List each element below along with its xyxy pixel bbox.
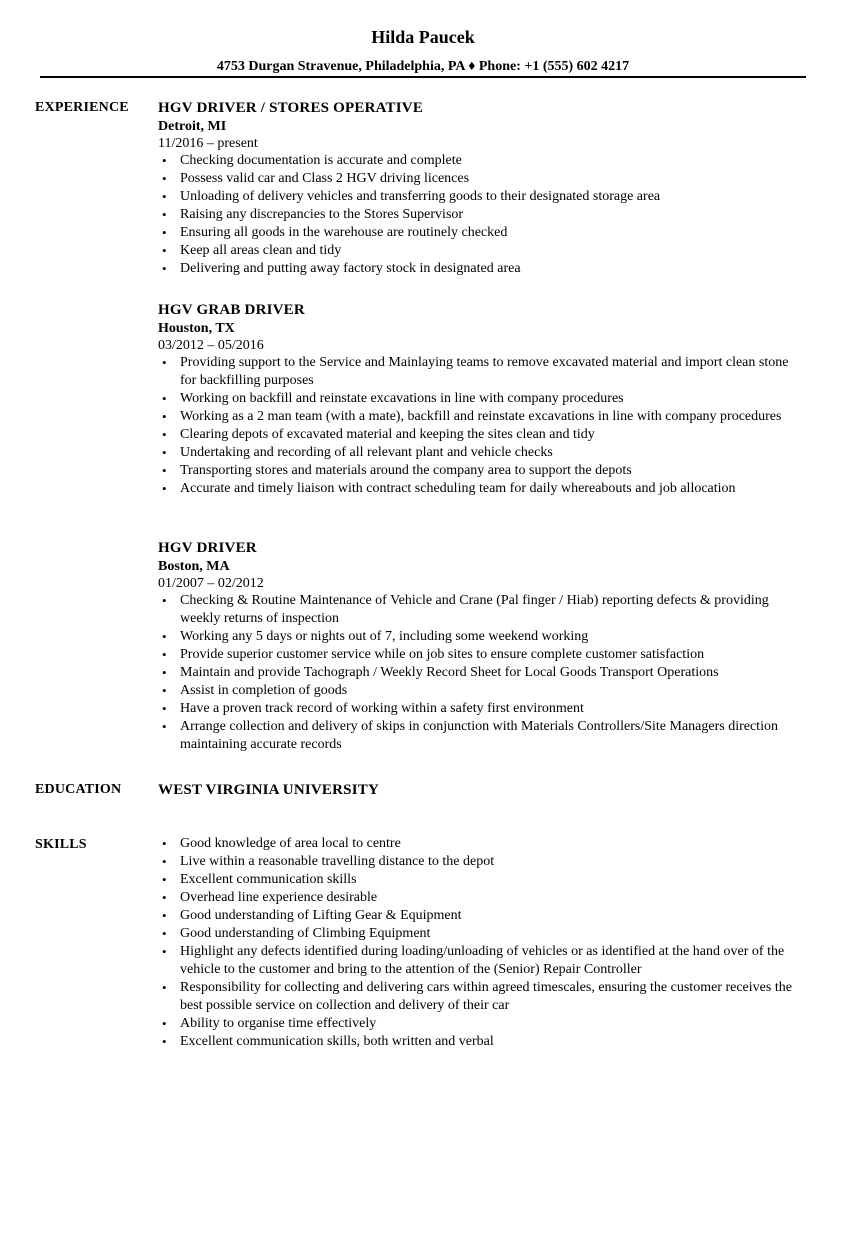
job-bullets xyxy=(158,354,808,498)
bullet-icon: • xyxy=(162,854,167,869)
job-dates: 03/2012 – 05/2016 xyxy=(158,338,264,353)
list-item xyxy=(158,664,808,682)
list-item-text: Provide superior customer service while on job sites to ensure complete customer satisfaction xyxy=(180,647,705,662)
bullet-icon: • xyxy=(162,908,167,923)
list-item-text: Responsibility for collecting and delivering cars within agreed timescales, ensuring the customer receives the best possible service on collection and delivery of their car xyxy=(180,980,792,1013)
bullet-icon: • xyxy=(162,171,167,186)
list-item xyxy=(158,444,808,462)
bullet-icon: • xyxy=(162,445,167,460)
list-item-text: Checking & Routine Maintenance of Vehicle and Crane (Pal finger / Hiab) reporting defects & providing weekly returns of inspection xyxy=(180,593,769,626)
list-item-text: Unloading of delivery vehicles and transferring goods to their designated storage area xyxy=(180,189,661,204)
list-item-text: Clearing depots of excavated material and keeping the sites clean and tidy xyxy=(180,427,595,442)
list-item xyxy=(158,1015,808,1033)
job-location: Detroit, MI xyxy=(158,119,227,134)
bullet-icon: • xyxy=(162,683,167,698)
list-item xyxy=(158,925,808,943)
list-item xyxy=(158,1033,808,1051)
skills-label: SKILLS xyxy=(35,837,87,852)
education-label: EDUCATION xyxy=(35,782,122,797)
bullet-icon: • xyxy=(162,463,167,478)
list-item-text: Good knowledge of area local to centre xyxy=(180,836,401,851)
list-item-text: Highlight any defects identified during loading/unloading of vehicles or as identified at the hand over of the vehicle to the customer and bring to the attention of the (Senior) Repair Controller xyxy=(180,944,785,977)
list-item-text: Possess valid car and Class 2 HGV driving licences xyxy=(180,171,470,186)
list-item xyxy=(158,907,808,925)
list-item-text: Working as a 2 man team (with a mate), backfill and reinstate excavations in line with company procedures xyxy=(180,409,782,424)
list-item xyxy=(158,480,808,498)
bullet-icon: • xyxy=(162,391,167,406)
list-item-text: Excellent communication skills, both written and verbal xyxy=(180,1034,494,1049)
list-item-text: Excellent communication skills xyxy=(180,872,357,887)
bullet-icon: • xyxy=(162,665,167,680)
job-dates: 11/2016 – present xyxy=(158,136,258,151)
bullet-icon: • xyxy=(162,1016,167,1031)
list-item-text: Arrange collection and delivery of skips in conjunction with Materials Controllers/Site Managers direction maintaining accurate records xyxy=(180,719,778,752)
job-entry xyxy=(158,99,808,278)
list-item-text: Checking documentation is accurate and complete xyxy=(180,153,462,168)
list-item-text: Delivering and putting away factory stock in designated area xyxy=(180,261,521,276)
list-item xyxy=(158,592,808,628)
contact-line: 4753 Durgan Stravenue, Philadelphia, PA ♦ Phone: +1 (555) 602 4217 xyxy=(216,59,630,74)
list-item-text: Working on backfill and reinstate excavations in line with company procedures xyxy=(180,391,624,406)
experience-label: EXPERIENCE xyxy=(35,100,129,115)
list-item-text: Live within a reasonable travelling distance to the depot xyxy=(180,854,495,869)
job-bullets xyxy=(158,152,808,278)
job-title: HGV DRIVER / STORES OPERATIVE xyxy=(158,100,424,116)
bullet-icon: • xyxy=(162,189,167,204)
list-item-text: Undertaking and recording of all relevant plant and vehicle checks xyxy=(180,445,553,460)
list-item xyxy=(158,853,808,871)
bullet-icon: • xyxy=(162,207,167,222)
list-item-text: Assist in completion of goods xyxy=(180,683,348,698)
bullet-icon: • xyxy=(162,153,167,168)
bullet-icon: • xyxy=(162,647,167,662)
list-item xyxy=(158,871,808,889)
bullet-icon: • xyxy=(162,481,167,496)
list-item xyxy=(158,462,808,480)
list-item xyxy=(158,682,808,700)
list-item xyxy=(158,206,808,224)
bullet-icon: • xyxy=(162,890,167,905)
list-item-text: Ensuring all goods in the warehouse are routinely checked xyxy=(180,225,508,240)
bullet-icon: • xyxy=(162,225,167,240)
list-item xyxy=(158,943,808,979)
bullet-icon: • xyxy=(162,701,167,716)
list-item xyxy=(158,152,808,170)
job-dates: 01/2007 – 02/2012 xyxy=(158,576,264,591)
list-item-text: Maintain and provide Tachograph / Weekly Record Sheet for Local Goods Transport Operations xyxy=(180,665,719,680)
job-entry xyxy=(158,301,808,498)
list-item xyxy=(158,224,808,242)
list-item xyxy=(158,700,808,718)
bullet-icon: • xyxy=(162,593,167,608)
list-item-text: Good understanding of Lifting Gear & Equipment xyxy=(180,908,462,923)
bullet-icon: • xyxy=(162,261,167,276)
list-item-text: Working any 5 days or nights out of 7, including some weekend working xyxy=(180,629,589,644)
bullet-icon: • xyxy=(162,427,167,442)
list-item-text: Accurate and timely liaison with contract scheduling team for daily whereabouts and job allocation xyxy=(180,481,736,496)
bullet-icon: • xyxy=(162,355,167,370)
bullet-icon: • xyxy=(162,980,167,995)
list-item xyxy=(158,390,808,408)
bullet-icon: • xyxy=(162,944,167,959)
bullet-icon: • xyxy=(162,1034,167,1049)
bullet-icon: • xyxy=(162,409,167,424)
bullet-icon: • xyxy=(162,836,167,851)
list-item xyxy=(158,835,808,853)
list-item xyxy=(158,628,808,646)
bullet-icon: • xyxy=(162,243,167,258)
bullet-icon: • xyxy=(162,629,167,644)
header-divider xyxy=(40,76,806,78)
list-item-text: Raising any discrepancies to the Stores Supervisor xyxy=(180,207,464,222)
list-item-text: Transporting stores and materials around the company area to support the depots xyxy=(180,463,632,478)
list-item xyxy=(158,408,808,426)
list-item xyxy=(158,979,808,1015)
list-item-text: Providing support to the Service and Mainlaying teams to remove excavated material and import clean stone for backfilling purposes xyxy=(180,355,789,388)
list-item xyxy=(158,170,808,188)
education-school: WEST VIRGINIA UNIVERSITY xyxy=(158,782,379,798)
job-title: HGV GRAB DRIVER xyxy=(158,302,305,318)
bullet-icon: • xyxy=(162,872,167,887)
skills-bullets xyxy=(158,835,808,1051)
bullet-icon: • xyxy=(162,926,167,941)
list-item xyxy=(158,718,808,754)
list-item xyxy=(158,188,808,206)
job-entry xyxy=(158,539,808,754)
list-item xyxy=(158,426,808,444)
skills-list-container xyxy=(158,835,808,1051)
job-location: Boston, MA xyxy=(158,559,230,574)
job-bullets xyxy=(158,592,808,754)
job-title: HGV DRIVER xyxy=(158,540,257,556)
candidate-name: Hilda Paucek xyxy=(371,27,475,47)
list-item xyxy=(158,889,808,907)
job-location: Houston, TX xyxy=(158,321,235,336)
list-item xyxy=(158,242,808,260)
list-item-text: Ability to organise time effectively xyxy=(180,1016,377,1031)
bullet-icon: • xyxy=(162,719,167,734)
list-item xyxy=(158,260,808,278)
list-item xyxy=(158,646,808,664)
list-item-text: Have a proven track record of working within a safety first environment xyxy=(180,701,584,716)
list-item xyxy=(158,354,808,390)
list-item-text: Overhead line experience desirable xyxy=(180,890,378,905)
list-item-text: Good understanding of Climbing Equipment xyxy=(180,926,431,941)
list-item-text: Keep all areas clean and tidy xyxy=(180,243,342,258)
